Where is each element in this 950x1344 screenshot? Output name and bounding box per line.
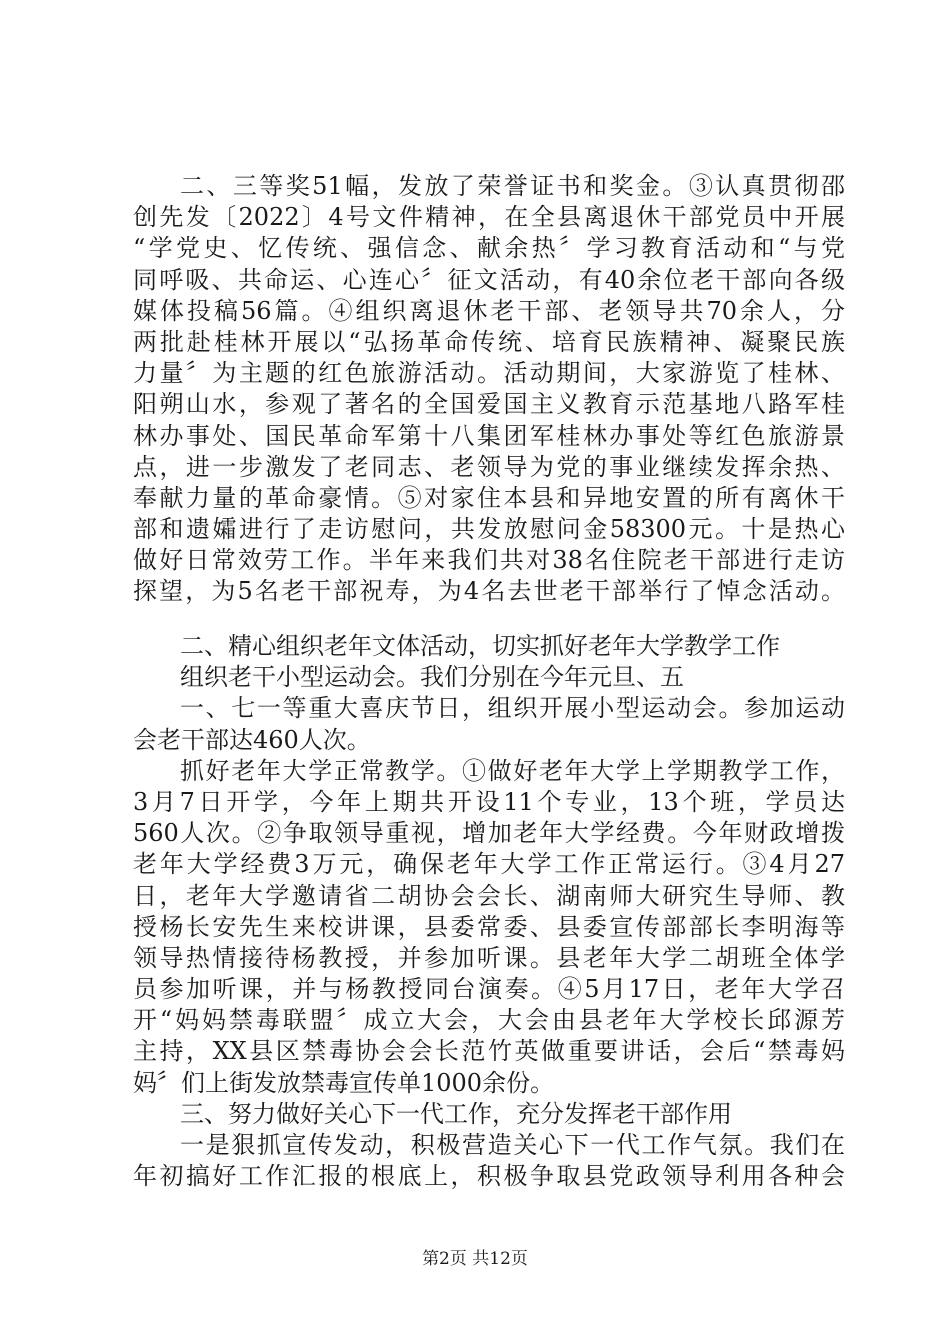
text-line: 组织老干小型运动会。我们分别在今年元旦、五 — [180, 663, 684, 692]
page-number: 第2页 共12页 — [422, 1249, 528, 1269]
text-line: 主持，XX县区禁毒协会会长范竹英做重要讲话，会后“禁毒妈 — [133, 1037, 845, 1066]
text-line: 老年大学经费3万元，确保老年大学工作正常运行。③4月27 — [133, 850, 845, 879]
text-line: 林办事处、国民革命军第十八集团军桂林办事处等红色旅游景 — [133, 421, 845, 450]
section-elderly-activities — [133, 631, 845, 1192]
text-line: 抓好老年大学正常教学。①做好老年大学上学期教学工作， — [180, 756, 845, 785]
text-line: 一是狠抓宣传发动，积极营造关心下一代工作气氛。我们在 — [180, 1131, 845, 1159]
text-line: 一、七一等重大喜庆节日，组织开展小型运动会。参加运动 — [180, 694, 845, 723]
text-line: 阳朔山水，参观了著名的全国爱国主义教育示范基地八路军桂 — [133, 390, 845, 419]
text-line: 3月7日开学，今年上期共开设11个专业，13个班，学员达 — [133, 787, 845, 816]
text-line: 部和遗孀进行了走访慰问，共发放慰问金58300元。十是热心 — [133, 515, 845, 544]
text-line: “学党史、忆传统、强信念、献余热〞学习教育活动和“与党 — [133, 234, 845, 263]
section-heading: 三、努力做好关心下一代工作，充分发挥老干部作用 — [180, 1099, 732, 1128]
text-line: 点，进一步激发了老同志、老领导为党的事业继续发挥余热、 — [133, 452, 845, 481]
text-line: 同呼吸、共命运、心连心〞征文活动，有40余位老干部向各级 — [133, 265, 845, 294]
text-line: 会老干部达460人次。 — [133, 725, 371, 754]
text-line: 年初搞好工作汇报的根底上，积极争取县党政领导利用各种会 — [133, 1162, 845, 1191]
text-line: 创先发〔2022〕4号文件精神，在全县离退休干部党员中开展 — [133, 203, 845, 232]
text-line: 日，老年大学邀请省二胡协会会长、湖南师大研究生导师、教 — [133, 881, 845, 910]
text-line: 奉献力量的革命豪情。⑤对家住本县和异地安置的所有离休干 — [133, 483, 845, 512]
text-line: 探望，为5名老干部祝寿，为4名去世老干部举行了悼念活动。 — [133, 577, 845, 606]
text-line: 二、三等奖51幅，发放了荣誉证书和奖金。③认真贯彻邵 — [180, 172, 845, 200]
text-line: 做好日常效劳工作。半年来我们共对38名住院老干部进行走访 — [133, 546, 845, 575]
text-line: 媒体投稿56篇。④组织离退休老干部、老领导共70余人，分 — [133, 296, 845, 325]
paragraph-awards-and-activities — [133, 171, 845, 608]
text-line: 力量〞为主题的红色旅游活动。活动期间，大家游览了桂林、 — [133, 359, 845, 388]
text-line: 妈〞们上街发放禁毒宣传单1000余份。 — [133, 1068, 555, 1097]
text-line: 员参加听课，并与杨教授同台演奏。④5月17日，老年大学召 — [133, 975, 845, 1004]
section-heading: 二、精心组织老年文体活动，切实抓好老年大学教学工作 — [180, 632, 780, 660]
text-line: 开“妈妈禁毒联盟〞成立大会，大会由县老年大学校长邱源芳 — [133, 1006, 845, 1035]
text-line: 560人次。②争取领导重视，增加老年大学经费。今年财政增拨 — [133, 819, 845, 848]
text-line: 授杨长安先生来校讲课，县委常委、县委宣传部部长李明海等 — [133, 912, 845, 941]
text-line: 领导热情接待杨教授，并参加听课。县老年大学二胡班全体学 — [133, 943, 845, 972]
text-line: 两批赴桂林开展以“弘扬革命传统、培育民族精神、凝聚民族 — [133, 327, 845, 356]
